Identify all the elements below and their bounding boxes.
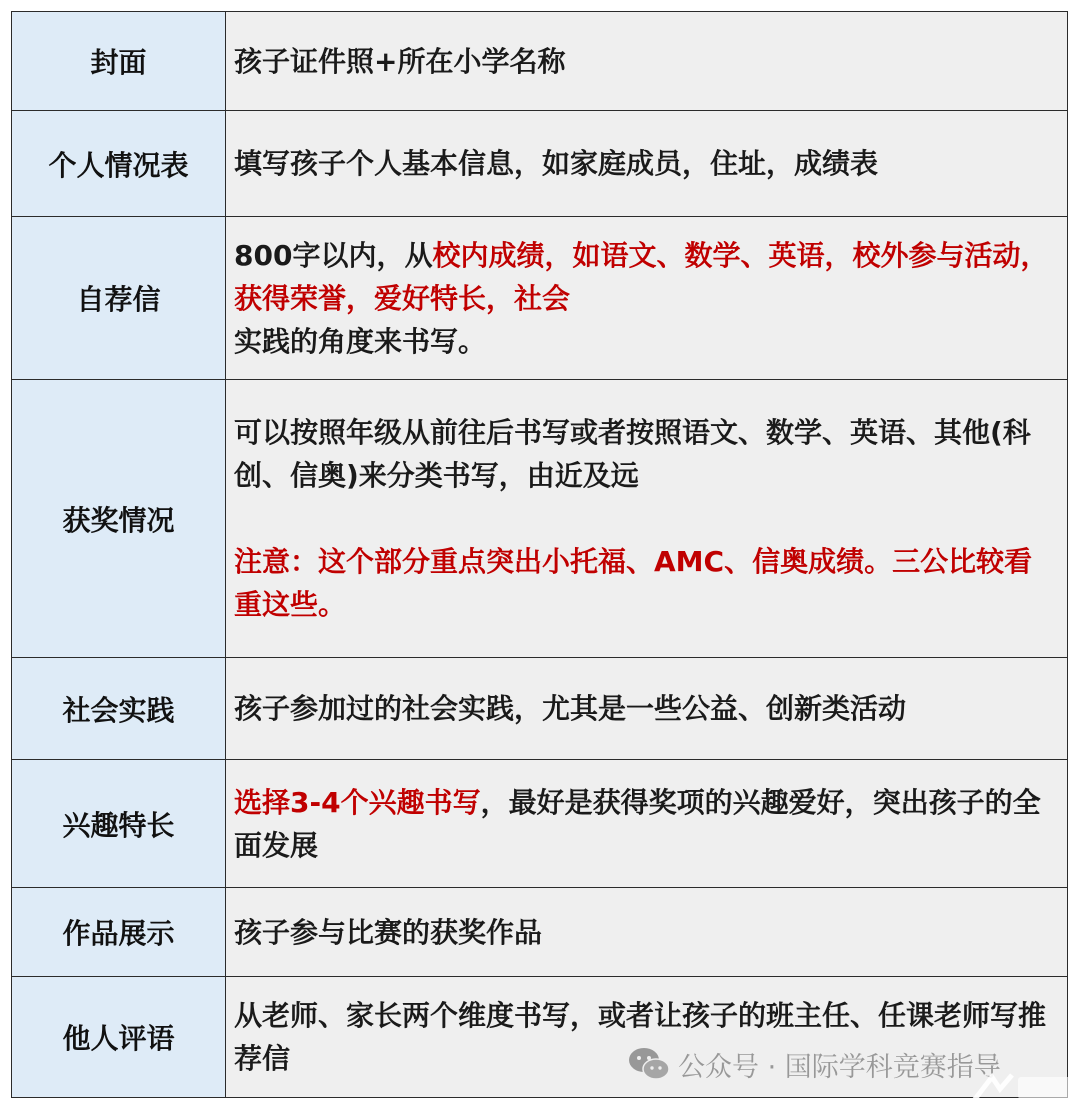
row-content: 孩子证件照+所在小学名称 — [226, 12, 1068, 111]
table-row — [12, 658, 1068, 760]
watermark-text: 公众号 · 国际学科竞赛指导 — [678, 1051, 1001, 1083]
row-content: 孩子参加过的社会实践，尤其是一些公益、创新类活动 — [226, 658, 1068, 760]
table-row — [12, 217, 1068, 380]
info-table — [11, 11, 1068, 1098]
row-label: 作品展示 — [12, 888, 226, 977]
row-label: 自荐信 — [12, 217, 226, 380]
table-row — [12, 111, 1068, 217]
content-text: 800字以内，从 — [234, 238, 433, 272]
row-content — [226, 760, 1068, 888]
watermark — [628, 1044, 1001, 1084]
corner-logo-icon — [966, 1067, 1076, 1107]
row-label: 兴趣特长 — [12, 760, 226, 888]
table-row — [12, 888, 1068, 977]
content-text: ，最好是获得奖项的兴趣爱好，突出孩子的全面发展 — [234, 785, 1041, 862]
content-text: 可以按照年级从前往后书写或者按照语文、数学、英语、其他(科创、信奥)来分类书写，由近及远 — [234, 416, 1031, 492]
row-label: 社会实践 — [12, 658, 226, 760]
row-content: 从老师、家长两个维度书写，或者让孩子的班主任、任课老师写推荐信 — [226, 977, 1068, 1098]
highlight-text: 注意：这个部分重点突出小托福、AMC、信奥成绩。三公比较看重这些。 — [234, 545, 1033, 621]
table-row — [12, 760, 1068, 888]
row-content — [226, 380, 1068, 658]
row-label: 封面 — [12, 12, 226, 111]
row-label: 他人评语 — [12, 977, 226, 1098]
row-label: 获奖情况 — [12, 380, 226, 658]
wechat-icon — [628, 1046, 670, 1082]
row-content — [226, 217, 1068, 380]
spacer — [234, 497, 1059, 540]
row-content: 孩子参与比赛的获奖作品 — [226, 888, 1068, 977]
row-label: 个人情况表 — [12, 111, 226, 217]
row-content: 填写孩子个人基本信息，如家庭成员，住址，成绩表 — [226, 111, 1068, 217]
highlight-text: 校内成绩，如语文、数学、英语，校外参与活动，获得荣誉，爱好特长，社会 — [234, 238, 1049, 315]
content-text: 实践的角度来书写。 — [234, 324, 487, 358]
highlight-text: 选择3-4个兴趣书写 — [234, 785, 481, 819]
table-row — [12, 380, 1068, 658]
table-row — [12, 12, 1068, 111]
